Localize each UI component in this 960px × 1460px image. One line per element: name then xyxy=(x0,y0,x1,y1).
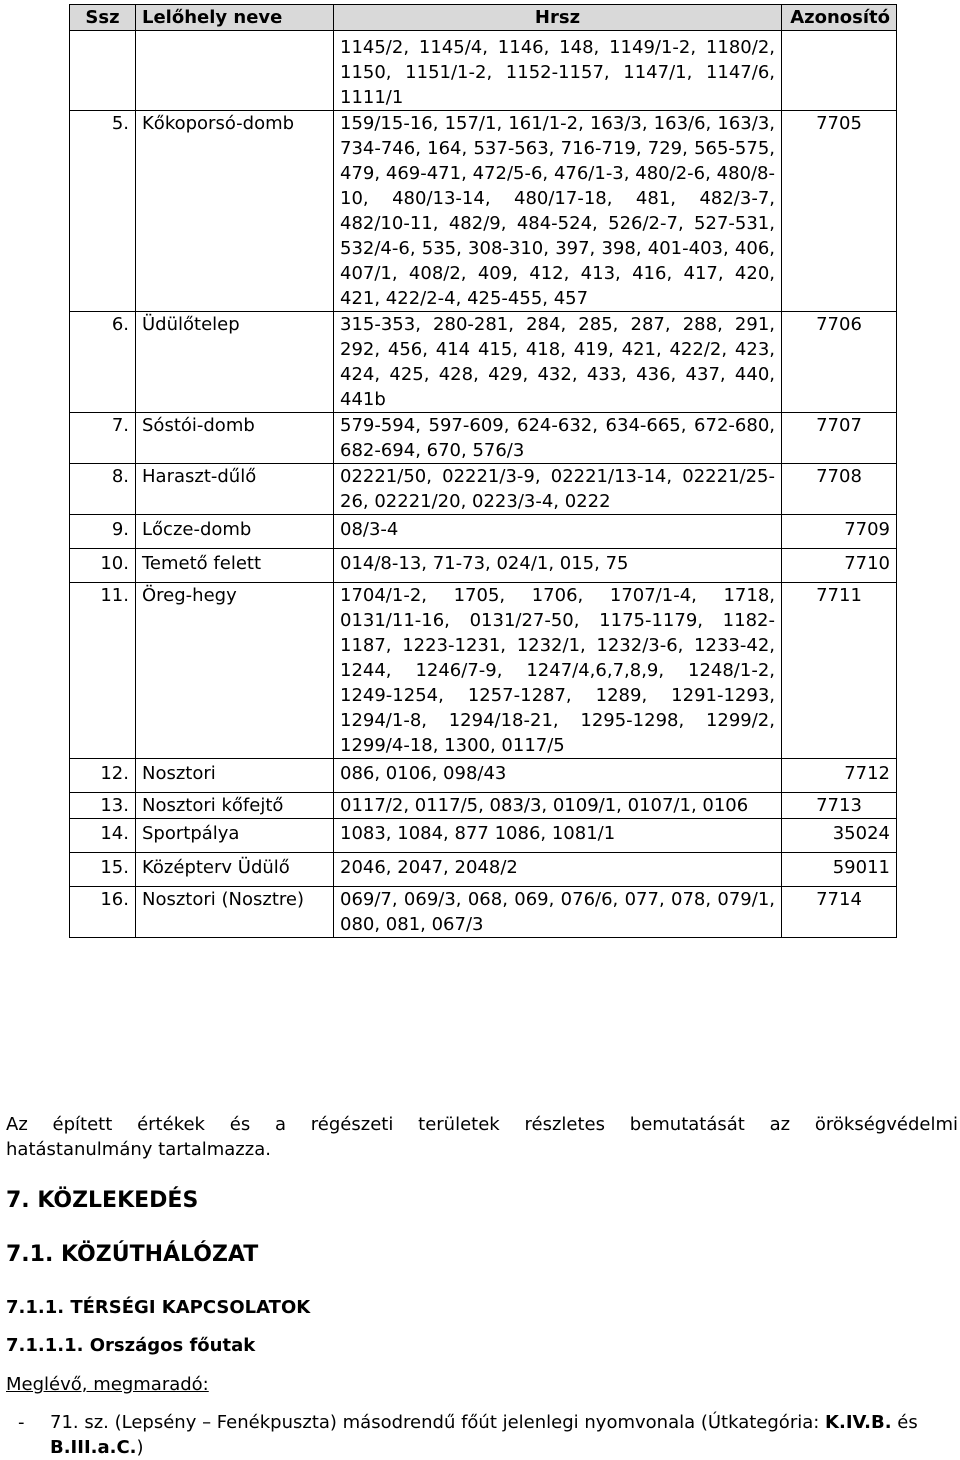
bullet-dash: - xyxy=(18,1412,25,1433)
row-name: Öreg-hegy xyxy=(136,583,334,759)
row-hrsz: 159/15-16, 157/1, 161/1-2, 163/3, 163/6, 163/3, 734-746, 164, 537-563, 716-719, 729, 565-575, 479, 469-471, 472/5-6, 476/1-3, 480/2-6, 480/8-10, 480/13-14, 480/17-18, 481, 482/3-7, 482/10-11, 482/9, 484-524, 526/2-7, 527-531, 532/4-6, 535, 308-310, 397, 398, 401-403, 406, 407/1, 408/2, 409, 412, 413, 416, 417, 420, 421, 422/2-4, 425-455, 457 xyxy=(334,111,782,312)
table-header-row xyxy=(70,5,897,31)
bullet-text-post: ) xyxy=(136,1437,144,1458)
description-paragraph xyxy=(6,1112,958,1162)
row-hrsz: 1145/2, 1145/4, 1146, 148, 1149/1-2, 1180/2, 1150, 1151/1-2, 1152-1157, 1147/1, 1147/6, 1111/1 xyxy=(334,31,782,111)
heading-tersegi-kapcsolatok: 7.1.1. TÉRSÉGI KAPCSOLATOK xyxy=(6,1297,311,1318)
heading-kozuthalozat: 7.1. KÖZÚTHÁLÓZAT xyxy=(6,1242,259,1267)
row-ssz: 15. xyxy=(70,853,136,887)
bullet-text-mid: és xyxy=(891,1412,918,1433)
table-row xyxy=(70,853,897,887)
table-row xyxy=(70,413,897,464)
row-name: Sportpálya xyxy=(136,819,334,853)
row-id: 7706 xyxy=(782,312,897,413)
row-name: Temető felett xyxy=(136,549,334,583)
row-hrsz: 086, 0106, 098/43 xyxy=(334,759,782,793)
row-hrsz: 02221/50, 02221/3-9, 02221/13-14, 02221/25-26, 02221/20, 0223/3-4, 0222 xyxy=(334,464,782,515)
header-name: Lelőhely neve xyxy=(136,5,334,31)
table-row xyxy=(70,464,897,515)
row-hrsz: 0117/2, 0117/5, 083/3, 0109/1, 0107/1, 0106 xyxy=(334,793,782,819)
table-row xyxy=(70,887,897,938)
table-row xyxy=(70,515,897,549)
table-row xyxy=(70,819,897,853)
row-ssz: 6. xyxy=(70,312,136,413)
row-ssz: 12. xyxy=(70,759,136,793)
paragraph-line-1: Az épített értékek és a régészeti területek részletes bemutatását az örökségvédelmi xyxy=(6,1114,958,1135)
row-hrsz: 579-594, 597-609, 624-632, 634-665, 672-680, 682-694, 670, 576/3 xyxy=(334,413,782,464)
existing-label: Meglévő, megmaradó: xyxy=(6,1374,209,1395)
bullet-text-pre: 71. sz. (Lepsény – Fenékpuszta) másodrendű főút jelenlegi nyomvonala (Útkategória: xyxy=(50,1412,826,1433)
row-ssz: 8. xyxy=(70,464,136,515)
row-hrsz: 08/3-4 xyxy=(334,515,782,549)
row-name: Nosztori kőfejtő xyxy=(136,793,334,819)
row-id: 7707 xyxy=(782,413,897,464)
table-row xyxy=(70,583,897,759)
row-hrsz: 069/7, 069/3, 068, 069, 076/6, 077, 078, 079/1, 080, 081, 067/3 xyxy=(334,887,782,938)
row-ssz: 16. xyxy=(70,887,136,938)
table-row xyxy=(70,549,897,583)
bullet-line-1 xyxy=(50,1410,960,1435)
row-id: 59011 xyxy=(782,853,897,887)
heading-kozlekedes: 7. KÖZLEKEDÉS xyxy=(6,1188,199,1213)
row-id: 7711 xyxy=(782,583,897,759)
row-hrsz: 1083, 1084, 877 1086, 1081/1 xyxy=(334,819,782,853)
row-id: 7710 xyxy=(782,549,897,583)
header-hrsz: Hrsz xyxy=(334,5,782,31)
row-name xyxy=(136,31,334,111)
row-name: Sóstói-domb xyxy=(136,413,334,464)
row-name: Nosztori (Nosztre) xyxy=(136,887,334,938)
row-id: 7713 xyxy=(782,793,897,819)
row-ssz: 11. xyxy=(70,583,136,759)
row-name: Lőcze-domb xyxy=(136,515,334,549)
row-name: Középterv Üdülő xyxy=(136,853,334,887)
row-id: 35024 xyxy=(782,819,897,853)
row-name: Haraszt-dűlő xyxy=(136,464,334,515)
heritage-sites-table xyxy=(69,4,897,938)
road-category-1: K.IV.B. xyxy=(825,1412,892,1433)
row-name: Kőkoporsó-domb xyxy=(136,111,334,312)
row-hrsz: 2046, 2047, 2048/2 xyxy=(334,853,782,887)
table-row xyxy=(70,111,897,312)
row-hrsz: 315-353, 280-281, 284, 285, 287, 288, 291, 292, 456, 414 415, 418, 419, 421, 422/2, 423, 424, 425, 428, 429, 432, 433, 436, 437, 440, 441b xyxy=(334,312,782,413)
table-row xyxy=(70,312,897,413)
row-ssz: 5. xyxy=(70,111,136,312)
table-row xyxy=(70,31,897,111)
row-id: 7708 xyxy=(782,464,897,515)
bullet-text xyxy=(50,1410,960,1460)
row-id: 7705 xyxy=(782,111,897,312)
row-ssz: 10. xyxy=(70,549,136,583)
row-name: Üdülőtelep xyxy=(136,312,334,413)
row-id: 7709 xyxy=(782,515,897,549)
row-ssz: 9. xyxy=(70,515,136,549)
row-ssz: 13. xyxy=(70,793,136,819)
paragraph-line-2: hatástanulmány tartalmazza. xyxy=(6,1139,271,1160)
road-category-2: B.III.a.C. xyxy=(50,1437,137,1458)
row-id xyxy=(782,31,897,111)
row-id: 7712 xyxy=(782,759,897,793)
row-ssz: 7. xyxy=(70,413,136,464)
row-hrsz: 014/8-13, 71-73, 024/1, 015, 75 xyxy=(334,549,782,583)
row-ssz xyxy=(70,31,136,111)
table-row xyxy=(70,793,897,819)
bullet-line-2 xyxy=(50,1437,144,1458)
row-hrsz: 1704/1-2, 1705, 1706, 1707/1-4, 1718, 0131/11-16, 0131/27-50, 1175-1179, 1182-1187, 1223-1231, 1232/1, 1232/3-6, 1233-42, 1244, 1246/7-9, 1247/4,6,7,8,9, 1248/1-2, 1249-1254, 1257-1287, 1289, 1291-1293, 1294/1-8, 1294/18-21, 1295-1298, 1299/2, 1299/4-18, 1300, 0117/5 xyxy=(334,583,782,759)
row-id: 7714 xyxy=(782,887,897,938)
table-row xyxy=(70,759,897,793)
row-ssz: 14. xyxy=(70,819,136,853)
header-id: Azonosító xyxy=(782,5,897,31)
heading-orszagos-foutak: 7.1.1.1. Országos főutak xyxy=(6,1335,256,1356)
header-ssz: Ssz xyxy=(70,5,136,31)
row-name: Nosztori xyxy=(136,759,334,793)
